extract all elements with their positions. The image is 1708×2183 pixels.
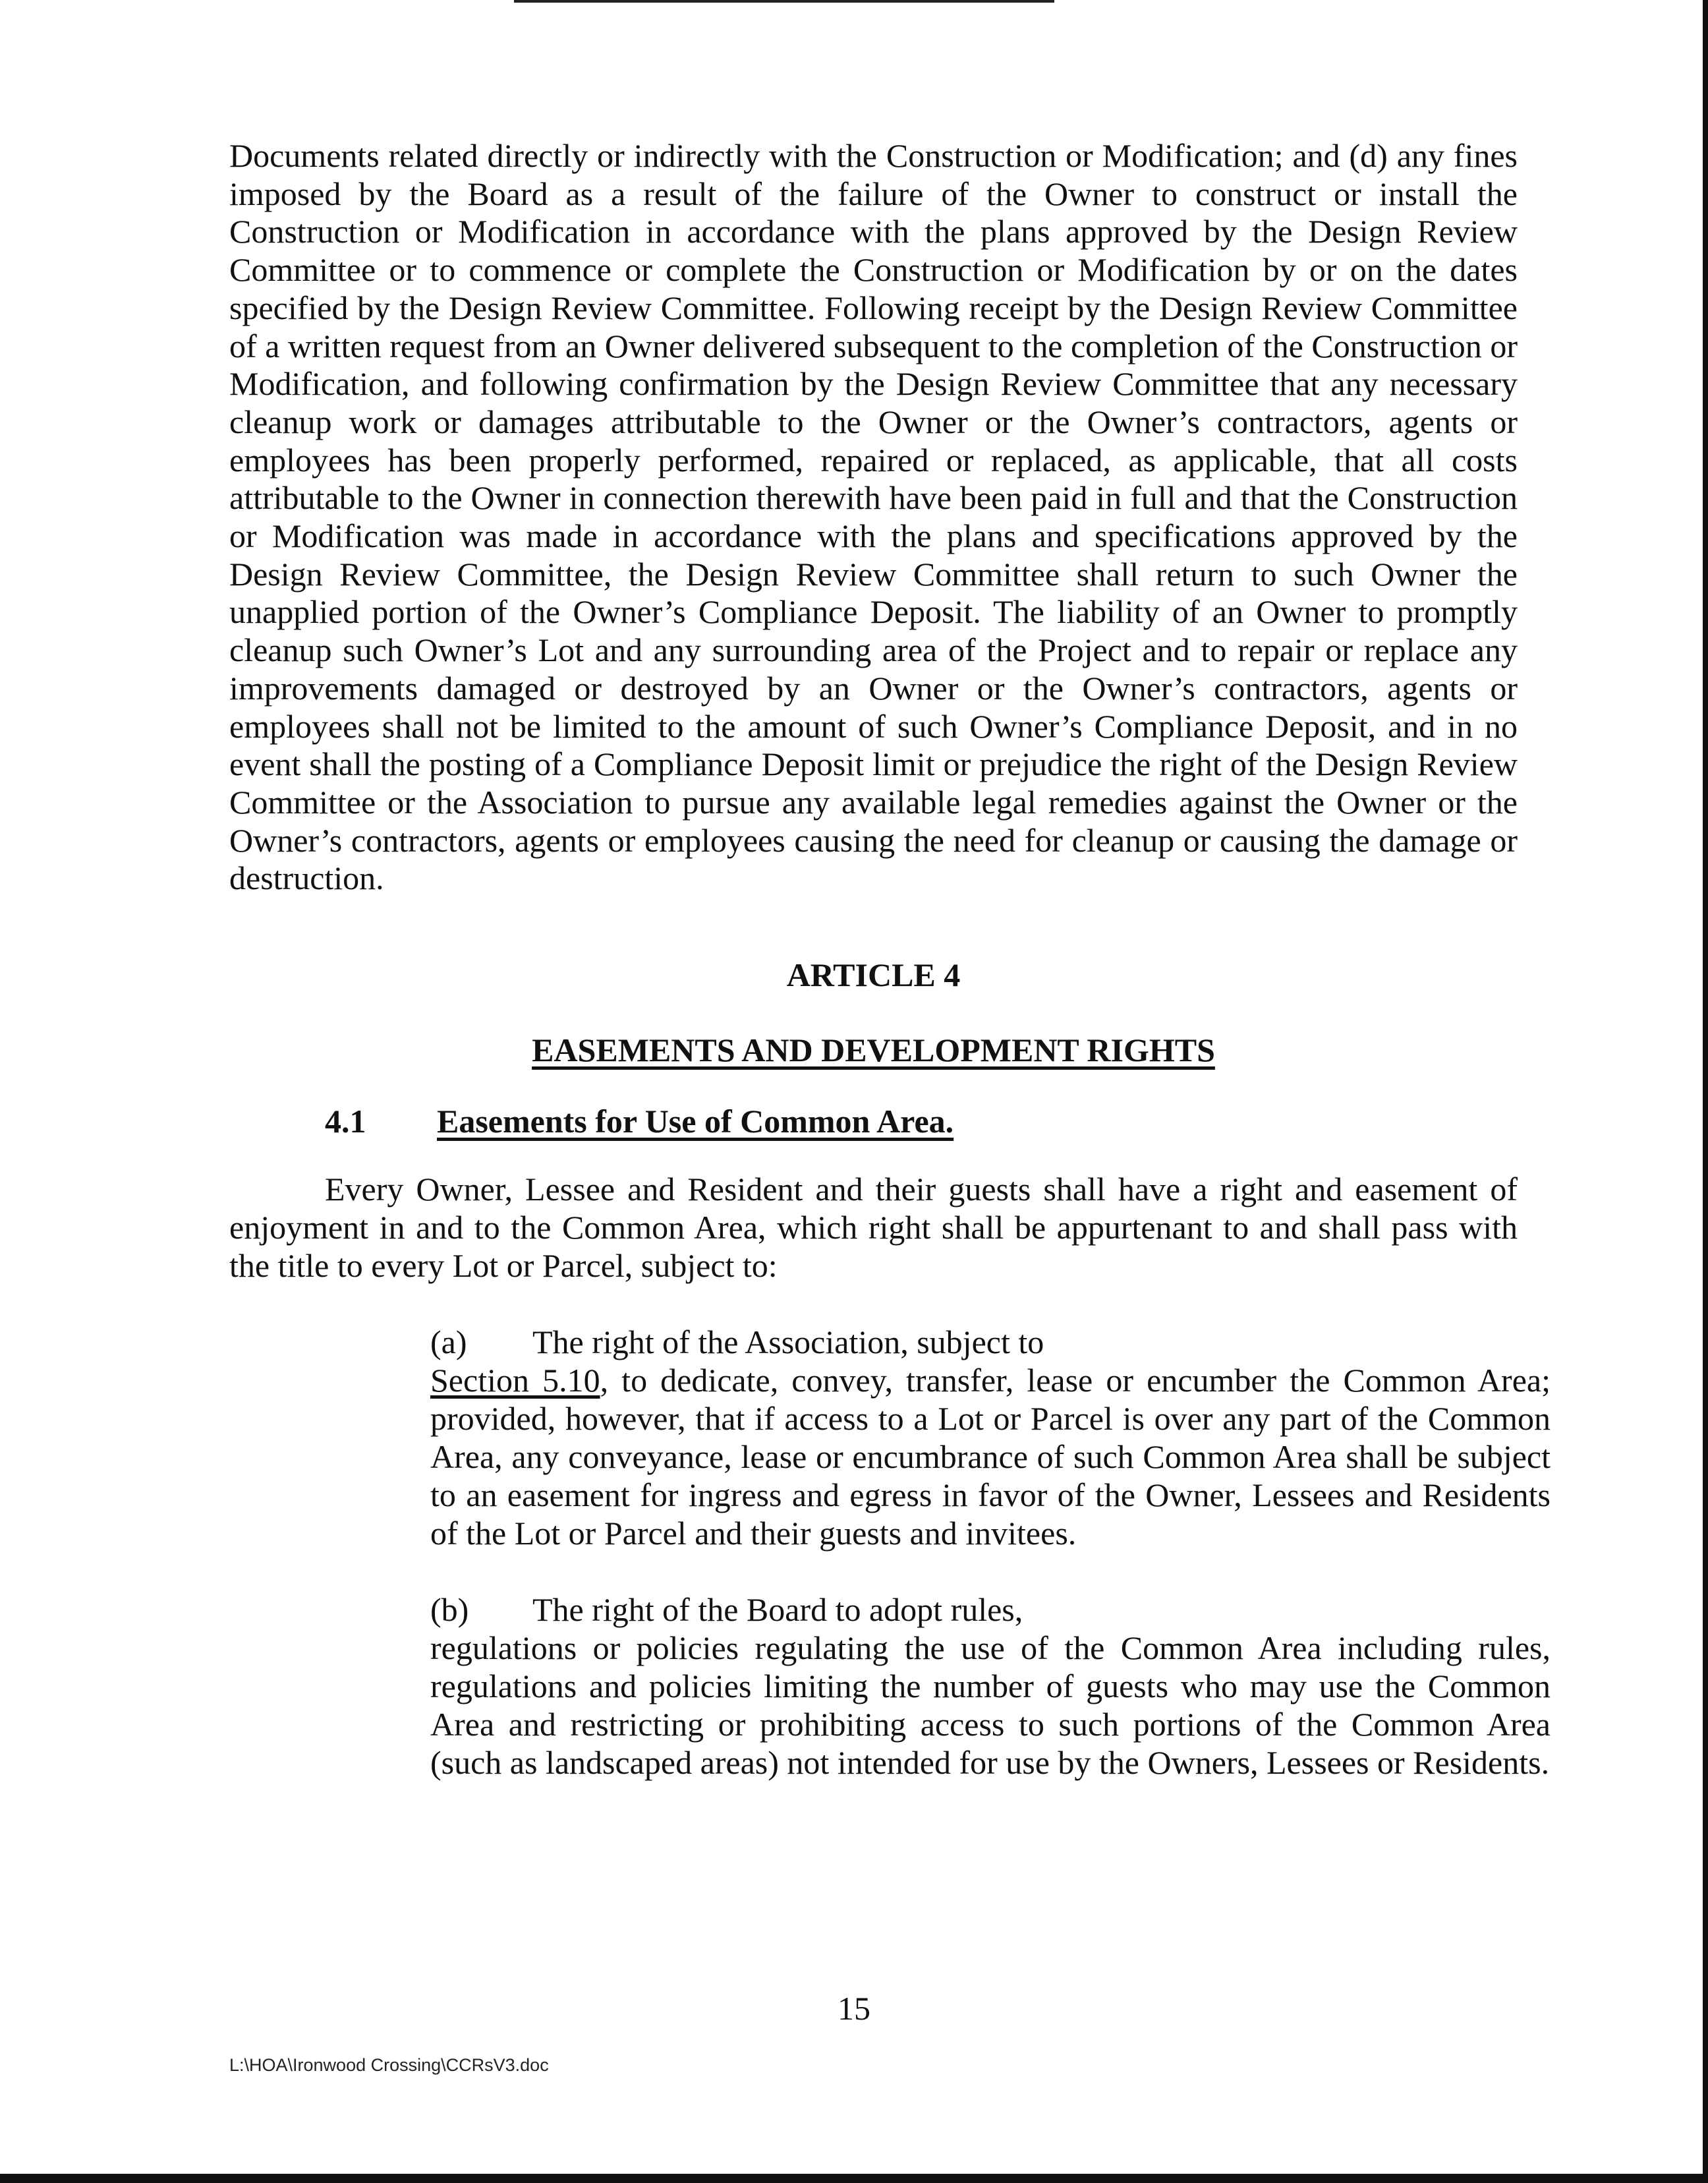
page-number: 15 <box>838 1990 870 2027</box>
subparagraph-a-lead: The right of the Association, subject to <box>532 1324 1044 1361</box>
subparagraph-a-label: (a) <box>430 1324 467 1361</box>
document-page <box>229 137 1551 1782</box>
subparagraph-b-lead: The right of the Board to adopt rules, <box>532 1591 1023 1629</box>
section-5-10-reference[interactable]: Section 5.10 <box>430 1362 600 1399</box>
scan-right-edge <box>1703 0 1708 2183</box>
section-number: 4.1 <box>325 1103 366 1140</box>
subparagraph-b-label: (b) <box>430 1591 469 1629</box>
subparagraph-a <box>430 1323 1551 1552</box>
section-title: Easements for Use of Common Area. <box>437 1103 954 1140</box>
scan-bottom-edge <box>0 2174 1708 2183</box>
subparagraph-b-text: regulations or policies regulating the use of the Common Area including rules, regulations and policies limiting the number of guests who may use the Common Area and restricting or prohibiting access to such portions of the Common Area (such as landscaped areas) not intended for use by the Owners, Lessees or Residents. <box>430 1629 1551 1782</box>
top-scan-rule <box>514 0 1054 3</box>
footer-file-path: L:\HOA\Ironwood Crossing\CCRsV3.doc <box>229 2055 549 2075</box>
section-intro-paragraph: Every Owner, Lessee and Resident and their guests shall have a right and easement of enjoyment in and to the Common Area, which right shall be appurtenant to and shall pass with the title to every Lot or Parcel, subject to: <box>229 1171 1518 1285</box>
subparagraph-a-text: , to dedicate, convey, transfer, lease or encumber the Common Area; provided, however, that if access to a Lot or Parcel is over any part of the Common Area, any conveyance, lease or encumbrance of such Common Area shall be subject to an easement for ingress and egress in favor of the Owner, Lessees and Residents of the Lot or Parcel and their guests and invitees. <box>430 1362 1551 1552</box>
section-heading <box>229 1102 1518 1140</box>
article-title-text: EASEMENTS AND DEVELOPMENT RIGHTS <box>532 1032 1215 1069</box>
continued-paragraph: Documents related directly or indirectly with the Construction or Modification; and (d) any fines imposed by the Board as a result of the failure of the Owner to construct or install the Construction or Modification in accordance with the plans approved by the Design Review Committee or to commence or complete the Construction or Modification by or on the dates specified by the Design Review Committee. Following receipt by the Design Review Committee of a written request from an Owner delivered subsequent to the completion of the Construction or Modification, and following confirmation by the Design Review Committee that any necessary cleanup work or damages attributable to the Owner or the Owner’s contractors, agents or employees has been properly performed, repaired or replaced, as applicable, that all costs attributable to the Owner in connection therewith have been paid in full and that the Construction or Modification was made in accordance with the plans and specifications approved by the Design Review Committee, the Design Review Committee shall return to such Owner the unapplied portion of the Owner’s Compliance Deposit. The liability of an Owner to promptly cleanup such Owner’s Lot and any surrounding area of the Project and to repair or replace any improvements damaged or destroyed by an Owner or the Owner’s contractors, agents or employees shall not be limited to the amount of such Owner’s Compliance Deposit, and in no event shall the posting of a Compliance Deposit limit or prejudice the right of the Design Review Committee or the Association to pursue any available legal remedies against the Owner or the Owner’s contractors, agents or employees causing the need for cleanup or causing the damage or destruction. <box>229 137 1518 897</box>
article-title <box>229 1031 1518 1069</box>
article-number: ARTICLE 4 <box>786 956 961 994</box>
subparagraph-b <box>430 1590 1551 1782</box>
